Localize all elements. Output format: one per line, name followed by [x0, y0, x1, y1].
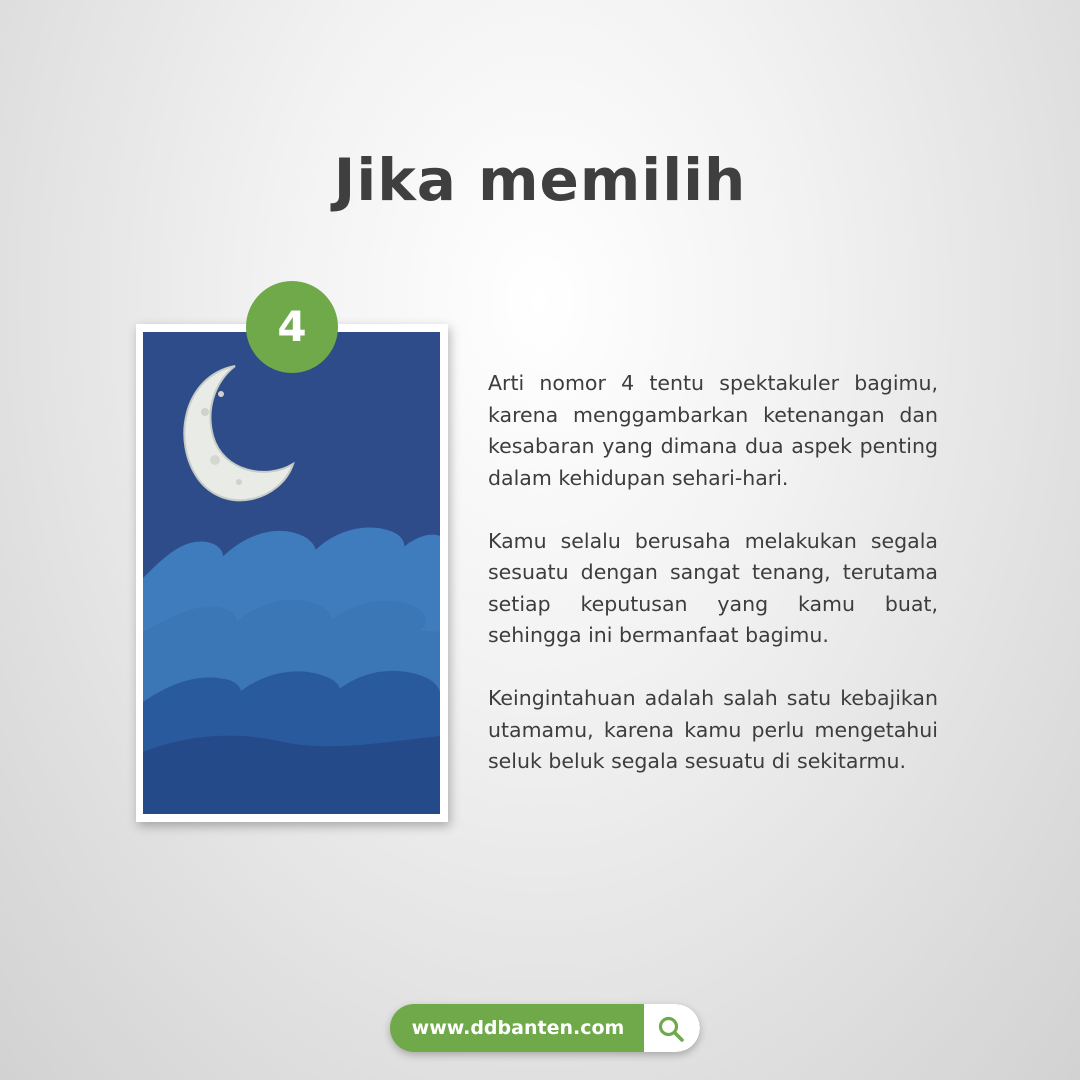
card-number-badge: 4 [246, 281, 338, 373]
paragraph-1: Arti nomor 4 tentu spektakuler bagimu, karena menggambarkan ketenangan dan kesabaran yang dimana dua aspek penting dalam kehidupan sehari-hari. [488, 371, 938, 490]
paragraph-3: Keingintahuan adalah salah satu kebajikan utamamu, karena kamu perlu mengetahui seluk beluk segala sesuatu di sekitarmu. [488, 686, 938, 773]
picture-card [136, 324, 448, 822]
search-button[interactable] [644, 1004, 700, 1052]
page-title: Jika memilih [333, 146, 747, 214]
website-search-bar[interactable] [390, 1004, 700, 1052]
moon-over-waves-image [143, 332, 440, 814]
search-icon [657, 1015, 685, 1043]
paragraph-2: Kamu selalu berusaha melakukan segala sesuatu dengan sangat tenang, terutama setiap keputusan yang kamu buat, sehingga ini bermanfaat bagimu. [488, 528, 938, 647]
website-url[interactable]: www.ddbanten.com [411, 1017, 625, 1039]
description-text [488, 368, 938, 809]
